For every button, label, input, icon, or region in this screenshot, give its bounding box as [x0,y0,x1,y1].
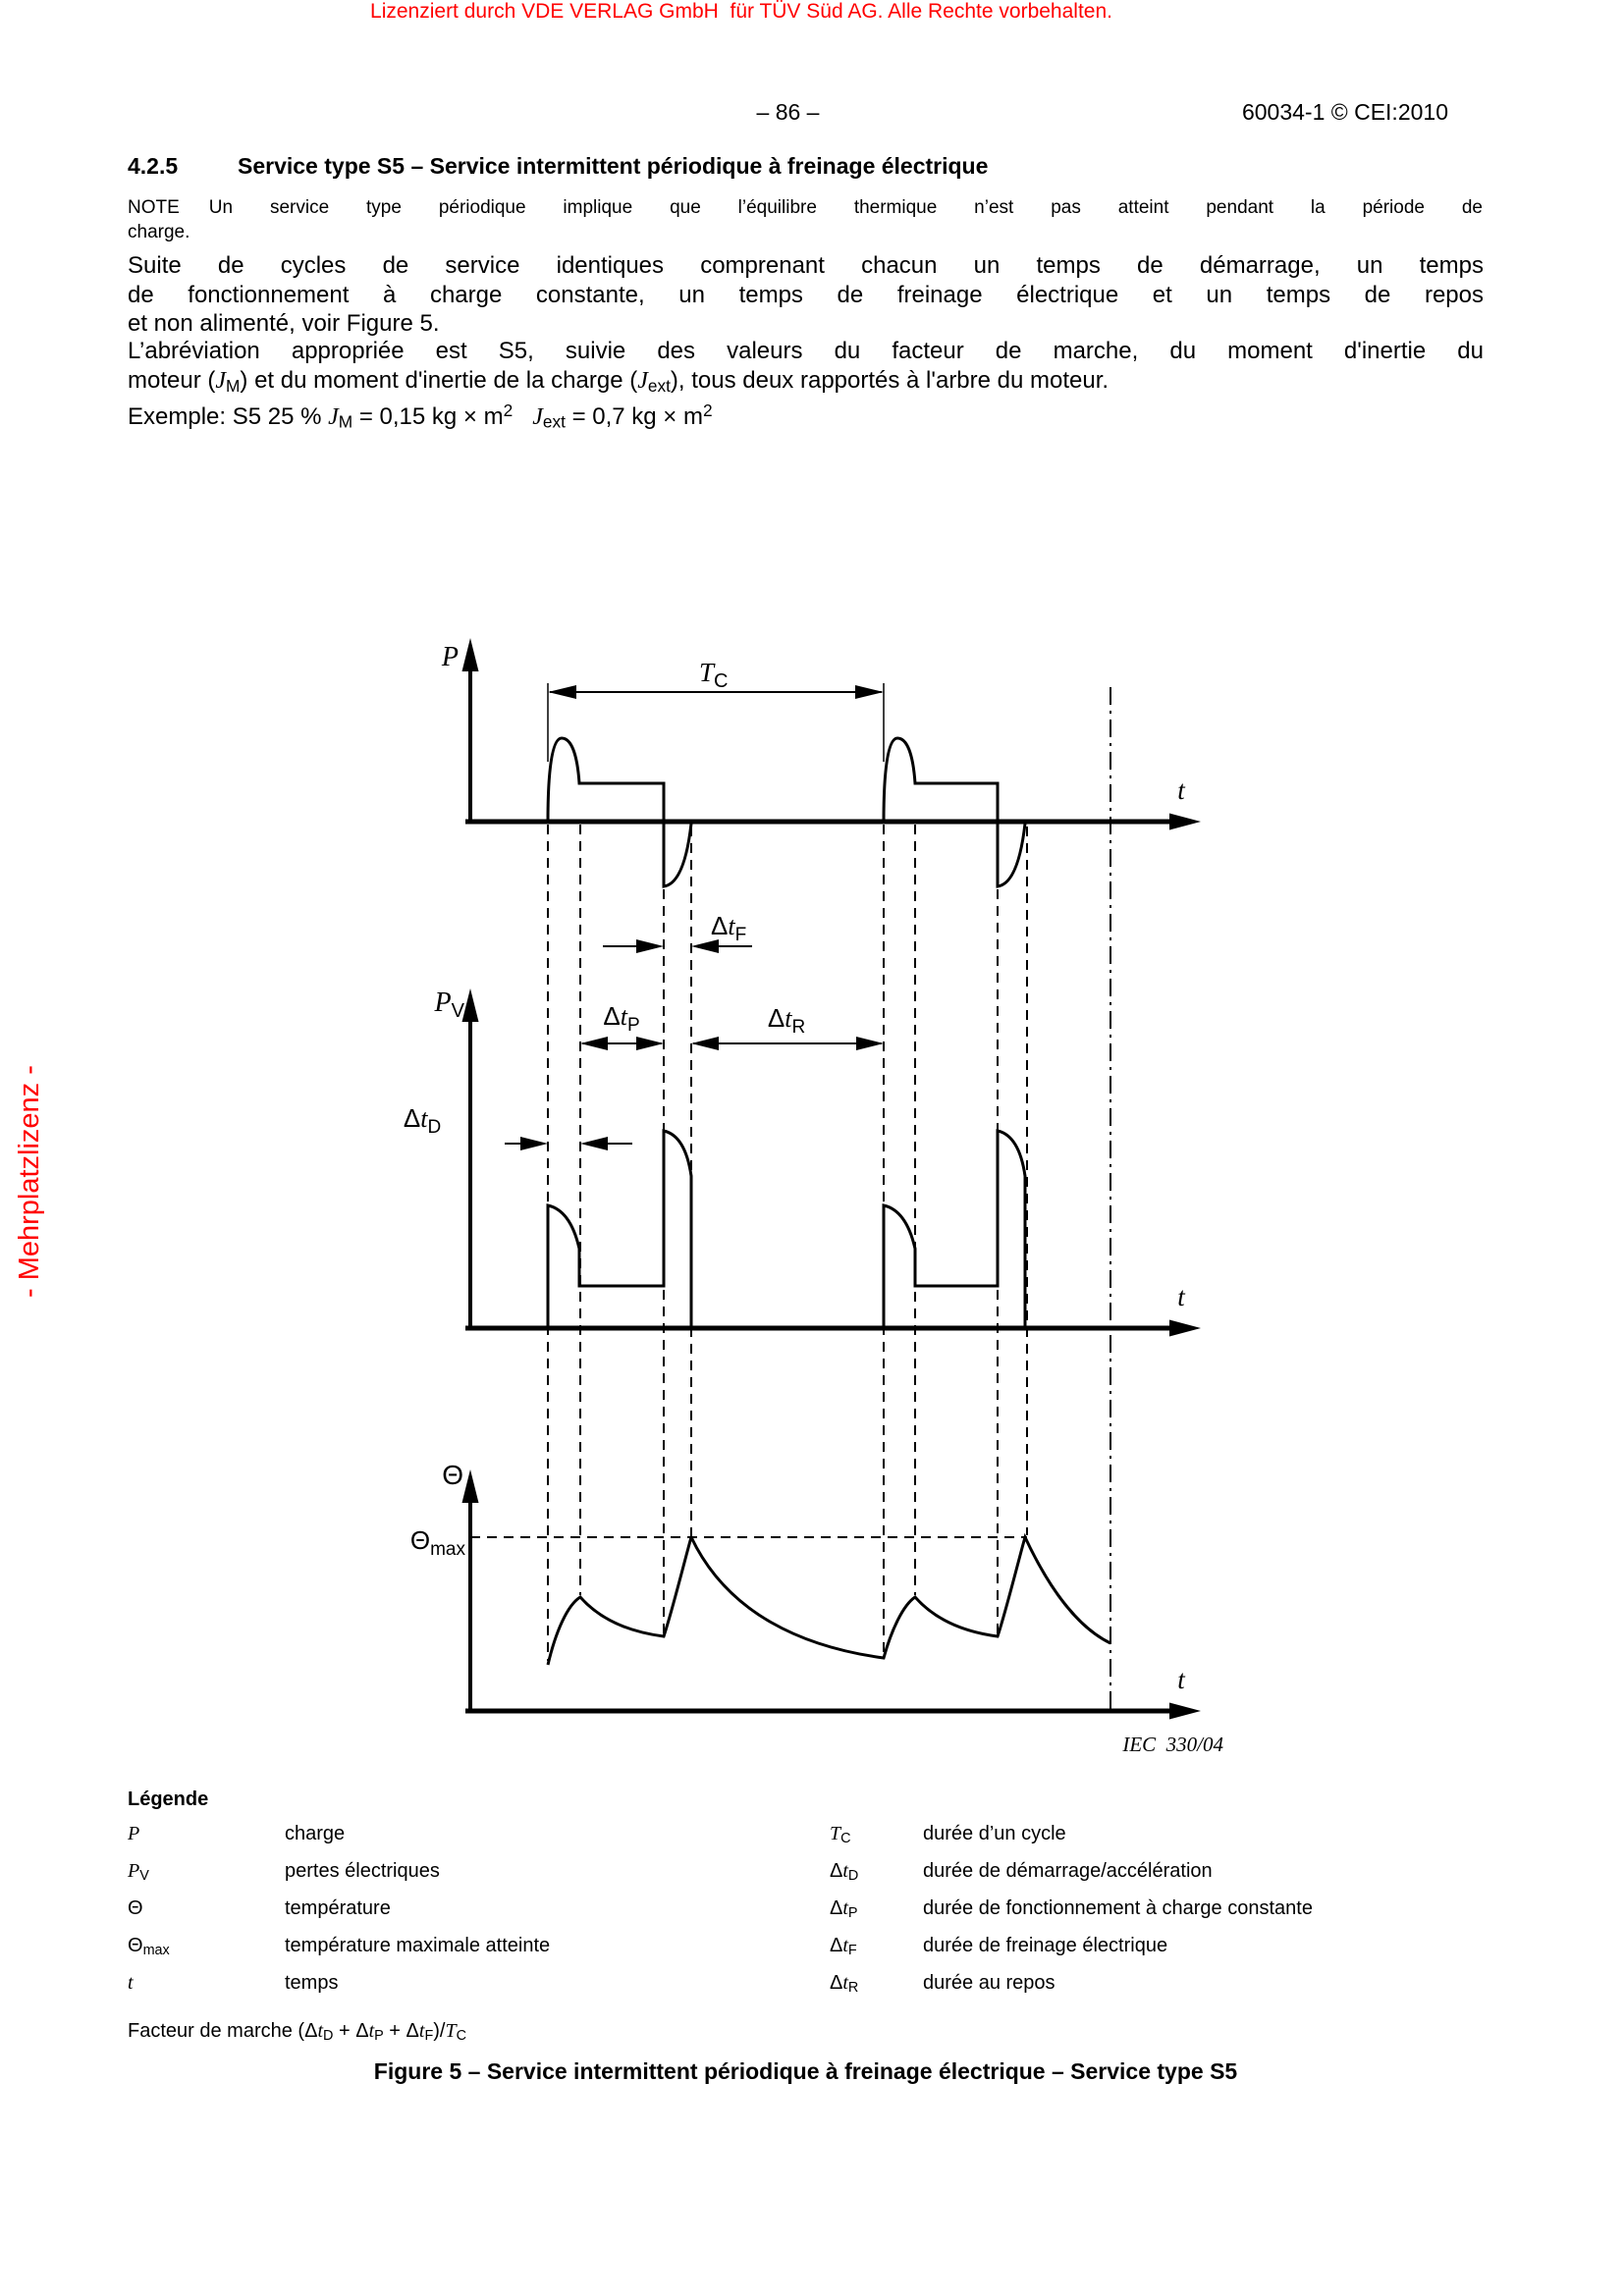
note-text-line2: charge. [128,222,190,242]
p-time-label: t [1177,775,1185,805]
legend-row [128,1860,1484,1897]
pv-plot [404,988,1201,1337]
p-plot [441,638,1201,886]
p-curve-cycle2 [884,738,1025,886]
p-curve-cycle1 [548,738,691,886]
legend-symbol: Θmax [128,1935,170,1959]
paragraph-line: Suite de cycles de service identiques comprenant chacun un temps de démarrage, un temps [128,252,1484,279]
section-heading [128,153,1483,180]
figure-credit: IEC 330/04 [1122,1733,1223,1756]
legend-symbol: TC [830,1823,851,1847]
document-reference: 60034-1 © CEI:2010 [1241,99,1448,125]
legend-description: durée au repos [923,1972,1056,1994]
dtf-label: $\Delta t_F$ [711,911,747,945]
legend-title: Légende [128,1789,209,1810]
section-title: Service type S5 – Service intermittent périodique à freinage électrique [238,153,989,179]
license-notice: Lizenziert durch VDE VERLAG GmbH für TÜV Süd AG. Alle Rechte vorbehalten. [370,0,1112,23]
legend-symbol: PV [128,1860,149,1885]
dtd-dimension [404,1103,632,1150]
pv-y-axis-arrowhead [462,988,479,1022]
pv-t-axis-arrowhead [1169,1320,1201,1337]
legend-row [128,1823,1484,1860]
dtr-label: $\Delta t_R$ [767,1003,806,1038]
legend-symbol: ΔtR [830,1972,859,1997]
figure-caption: Figure 5 – Service intermittent périodique à freinage électrique – Service type S5 [373,2058,1238,2084]
theta-time-label: t [1177,1665,1185,1694]
theta-plot [410,1460,1201,1720]
theta-y-axis-arrowhead [462,1469,479,1503]
legend-description: durée de fonctionnement à charge constante [923,1897,1313,1919]
legend-description: pertes électriques [285,1860,440,1882]
section-number: 4.2.5 [128,153,179,179]
legend-row [128,1935,1484,1972]
legend-description: durée d’un cycle [923,1823,1066,1844]
paragraph-abbreviation [128,337,1484,400]
legend-symbol: Θ [128,1897,143,1919]
legend-symbol: t [128,1972,134,1994]
paragraph-cycles [128,251,1484,339]
tc-dimension [548,658,884,762]
legend-description: charge [285,1823,346,1844]
dtf-dimension [603,911,752,953]
example-line: Exemple: S5 25 % JM = 0,15 kg × $m^2$ Jext = 0,7 kg × $m^2$ [128,400,713,432]
figure-5-diagram [363,618,1267,1767]
dtp-label: $\Delta t_P$ [603,1001,640,1036]
page-number: – 86 – [756,99,820,125]
watermark-mehrplatzlizenz: - Mehrplatzlizenz - [14,1065,45,1298]
legend-description: durée de démarrage/accélération [923,1860,1213,1882]
dtr-dimension [691,1003,884,1050]
dtd-label: $\Delta t_D$ [403,1103,442,1138]
theta-axis-label: Θ [442,1460,463,1490]
pv-curve-cycle1 [548,1131,691,1327]
legend-symbol: ΔtF [830,1935,857,1959]
dtp-dimension [580,1001,664,1050]
legend-description: durée de freinage électrique [923,1935,1168,1956]
page-header [128,99,1448,127]
legend-description: température maximale atteinte [285,1935,551,1956]
legend-row [128,1897,1484,1935]
p-y-axis-arrowhead [462,638,479,671]
paragraph-line: de fonctionnement à charge constante, un temps de freinage électrique et un temps de repos [128,281,1484,308]
note-label: NOTE [128,197,180,218]
legend-symbol: ΔtD [830,1860,859,1885]
theta-max-label: $\Theta_{max}$ [409,1525,465,1560]
paragraph-line: moteur (JM) et du moment d'inertie de la charge (Jext), tous deux rapportés à l'arbre du moteur. [128,366,1110,396]
pv-axis-label: $P_V$ [434,988,464,1022]
legend-description: temps [285,1972,339,1994]
legend-symbol: P [128,1823,140,1844]
p-axis-label: P [441,642,459,672]
legend-row [128,1972,1484,2009]
tc-label: $T_C$ [699,658,729,692]
legend-symbol: ΔtP [830,1897,858,1922]
duty-factor-formula: Facteur de marche (ΔtD + ΔtP + ΔtF)/TC [128,2020,466,2045]
theta-t-axis-arrowhead [1169,1703,1201,1720]
pv-time-label: t [1177,1282,1185,1311]
legend [128,1823,1484,2019]
paragraph-line: L’abréviation appropriée est S5, suivie des valeurs du facteur de marche, du moment d'inertie du [128,338,1484,364]
theta-curve [548,1537,1110,1665]
note-paragraph [128,195,1483,244]
paragraph-line: et non alimenté, voir Figure 5. [128,310,440,337]
note-text-line1: Un service type périodique implique que l’équilibre thermique n’est pas atteint pendant la période de [208,197,1483,218]
dashed-guide-lines [548,825,1027,1661]
legend-description: température [285,1897,391,1919]
pv-curve-cycle2 [884,1131,1025,1327]
p-t-axis-arrowhead [1169,814,1201,830]
